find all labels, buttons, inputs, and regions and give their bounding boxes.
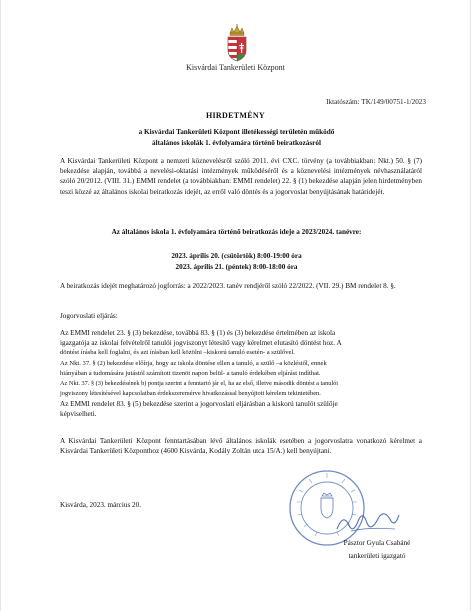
intro-paragraph: A Kisvárdai Tankerületi Központ a nemzeti köznevelésről szóló 2011. évi CXC. törvény (a továbbiakban: Nkt.) 50. § (7) bekezdése alapján, továbbá a nevelési-oktatási intézmények működéséről és a köznevelési intézmények névhasználatáról szóló 20/2012. (VIII. 31.) EMMI rendelet (a továbbiakban: EMMI rendelet) 22. § (1) bekezdése alapján jelen hirdetményben teszi közzé az általános iskolai beiratkozás idejét, az erről való döntés és a jogorvoslat benyújtásának határidejét. xyxy=(60,157,422,196)
registration-number: Iktatószám: TK/149/00751-1/2023 xyxy=(326,98,426,106)
enrollment-date-1: 2023. április 20. (csütörtök) 8:00-19:00 óra xyxy=(171,252,302,260)
subtitle-line-1: a Kisvárdai Tankerületi Központ illetékességi területén működő xyxy=(138,128,335,136)
remedy-heading: Jogorvoslati eljárás: xyxy=(60,312,118,320)
remedy-line: képviselheti. xyxy=(60,410,97,418)
legal-source-paragraph: A beiratkozás idejét meghatározó jogforrás: a 2022/2023. tanév rendjéről szóló 22/2022. (VII. 29.) BM rendelet 8. §. xyxy=(60,282,396,290)
remedy-line: Az EMMI rendelet 83. § (5) bekezdése szerint a jogorvoslati eljárásban a kiskorú tanulót szülője xyxy=(60,400,338,408)
organization-name: Kisvárdai Tankerületi Központ xyxy=(186,63,285,72)
hungarian-coat-of-arms-icon xyxy=(224,24,250,62)
enrollment-date-2: 2023. április 21. (péntek) 8:00-18:00 óra xyxy=(175,263,298,271)
notice-subtitle xyxy=(41,127,432,148)
remedy-line: hiányában a tudomására jutástól számított tizenöt napon belül- a tanuló érdekében eljárást indíthat. xyxy=(60,370,321,377)
enrollment-heading: Az általános iskola 1. évfolyamára történő beiratkozás ideje a 2023/2024. tanévre: xyxy=(111,228,362,236)
closing-paragraph: A Kisvárdai Tankerületi Központ fenntartásában lévő általános iskolák esetében a jogorvoslatra vonatkozó kérelmet a Kisvárdai Tankerületi Központhoz (4600 Kisvárda, Kodály Zoltán utca 15/A.) kell benyújtani. xyxy=(60,437,422,456)
remedy-line: Az Nkt. 37. § (3) bekezdésének b) pontja szerint a fenntartó jár el, ha az első, illetve második döntést a tanulói xyxy=(60,380,339,387)
handwritten-signature-icon xyxy=(333,505,403,539)
signatory-role: tankerületi igazgató xyxy=(348,552,406,560)
remedy-line: döntést írásba kell foglalni, és azt írásban kell közölni –kiskorú tanuló esetén- a szülővel. xyxy=(60,349,295,356)
remedy-line: igazgatója az iskolai felvételről tanulói jogviszonyt létesítő vagy kérelmet elutasító döntést hoz. A xyxy=(60,339,342,347)
subtitle-line-2: általános iskolák 1. évfolyamára történő beiratkozásról xyxy=(152,138,321,147)
place-and-date: Kisvárda, 2023. március 20. xyxy=(60,501,142,509)
remedy-line: Az Nkt. 37. § (2) bekezdése előírja, hogy az iskola döntése ellen a tanuló, a szülő –a közléstől, ennek xyxy=(60,360,327,367)
notice-title: HIRDETMÉNY xyxy=(205,111,265,120)
signatory-name: Pásztor Gyula Csabáné xyxy=(343,539,411,547)
remedy-line: Az EMMI rendelet 23. § (3) bekezdése, továbbá 83. § (1) és (3) bekezdése értelmében az iskola xyxy=(60,329,336,337)
remedy-line: jogviszony létesítésével kapcsolatban érdekszeremérve hivatkozással benyújtott kérelem tekintetében. xyxy=(60,390,321,397)
